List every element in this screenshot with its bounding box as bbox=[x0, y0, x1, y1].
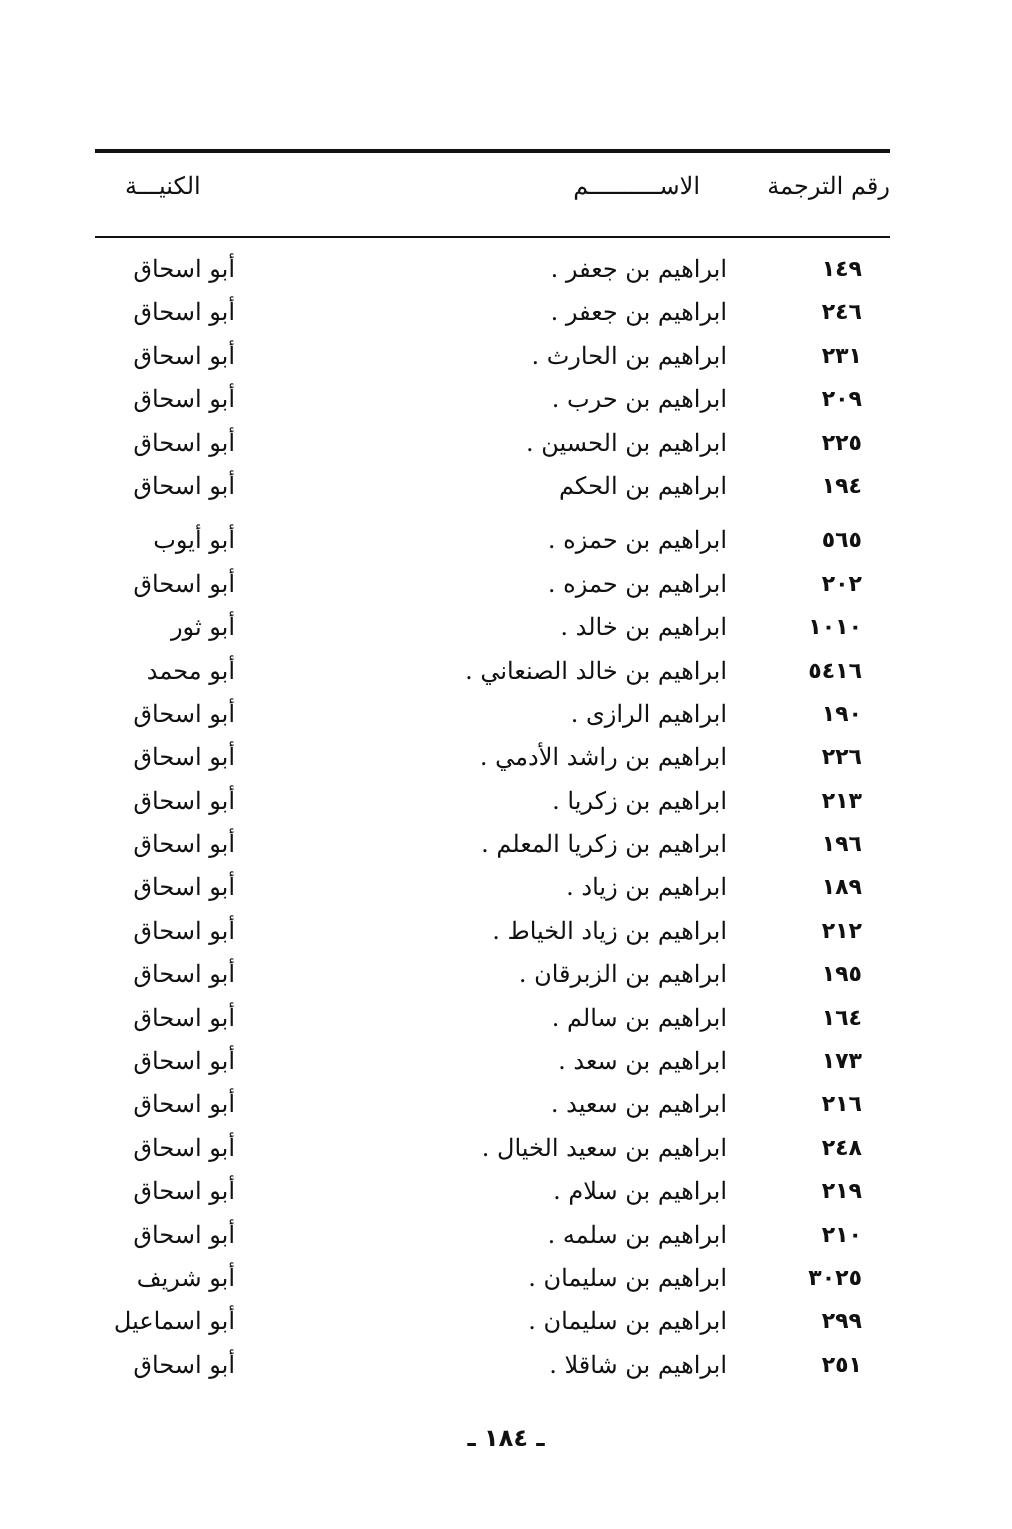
page-number: ـ ١٨٤ ـ bbox=[467, 1424, 545, 1452]
top-rule bbox=[95, 149, 890, 153]
entry-number: ٢١٦ bbox=[821, 1092, 862, 1118]
entry-kunya: أبو اسحاق bbox=[133, 1177, 235, 1206]
entry-name: ابراهيم بن الحكم bbox=[558, 471, 727, 500]
entry-number: ١٠١٠ bbox=[808, 615, 862, 641]
entry-number: ٢١٣ bbox=[821, 788, 862, 814]
entry-name: ابراهيم بن شاقلا . bbox=[549, 1350, 727, 1379]
entry-number: ١٦٤ bbox=[821, 1005, 862, 1031]
table-row bbox=[95, 335, 890, 378]
table-row bbox=[95, 1127, 890, 1170]
entry-name: ابراهيم بن سعيد . bbox=[550, 1090, 727, 1119]
table-row bbox=[95, 866, 890, 909]
table-row bbox=[95, 291, 890, 334]
entry-name: ابراهيم بن سعيد الخيال . bbox=[481, 1133, 727, 1162]
table-row bbox=[95, 1214, 890, 1257]
header-translation-number: رقم الترجمة bbox=[767, 172, 890, 200]
entry-name: ابراهيم بن سلام . bbox=[553, 1177, 727, 1206]
table-row bbox=[95, 693, 890, 736]
entry-kunya: أبو اسحاق bbox=[133, 1003, 235, 1032]
entry-name: ابراهيم بن سلمه . bbox=[547, 1220, 727, 1249]
entry-kunya: أبو اسحاق bbox=[133, 960, 235, 989]
table-row bbox=[95, 1300, 890, 1343]
entry-kunya: أبو ثور bbox=[170, 613, 235, 642]
table-row bbox=[95, 1344, 890, 1387]
entry-kunya: أبو اسحاق bbox=[133, 699, 235, 728]
entry-number: ١٩٠ bbox=[821, 701, 862, 727]
entry-kunya: أبو اسحاق bbox=[133, 830, 235, 859]
entry-kunya: أبو اسحاق bbox=[133, 916, 235, 945]
table-row bbox=[95, 606, 890, 649]
table-row bbox=[95, 997, 890, 1040]
entry-kunya: أبو اسحاق bbox=[133, 873, 235, 902]
entry-name: ابراهيم بن حمزه . bbox=[547, 526, 727, 555]
entry-kunya: أبو اسحاق bbox=[133, 341, 235, 370]
entry-number: ٢٠٩ bbox=[821, 387, 862, 413]
entry-name: ابراهيم بن الحارث . bbox=[531, 341, 727, 370]
entry-name: ابراهيم بن حرب . bbox=[551, 385, 727, 414]
entry-name: ابراهيم بن الحسين . bbox=[526, 428, 727, 457]
entry-number: ٢٤٦ bbox=[821, 300, 862, 326]
entry-number: ١٩٦ bbox=[821, 832, 862, 858]
table-row bbox=[95, 910, 890, 953]
header-kunya: الكنيـــة bbox=[125, 172, 201, 200]
entry-kunya: أبو اسحاق bbox=[133, 569, 235, 598]
entry-kunya: أبو اسحاق bbox=[133, 471, 235, 500]
entry-name: ابراهيم بن راشد الأدمي . bbox=[479, 743, 727, 772]
entry-name: ابراهيم بن جعفر . bbox=[550, 298, 727, 327]
entry-number: ٢٤٨ bbox=[821, 1135, 862, 1161]
entry-name: ابراهيم بن سالم . bbox=[551, 1003, 727, 1032]
header-rule bbox=[95, 236, 890, 238]
entry-number: ٢٠٢ bbox=[821, 571, 862, 597]
entry-name: ابراهيم بن زكريا المعلم . bbox=[481, 830, 727, 859]
table-row bbox=[95, 1170, 890, 1213]
entry-kunya: أبو اسحاق bbox=[133, 298, 235, 327]
entry-number: ٢٥١ bbox=[821, 1352, 862, 1378]
entry-number: ٣٠٢٥ bbox=[808, 1265, 862, 1291]
table-row bbox=[95, 1040, 890, 1083]
entry-kunya: أبو اسماعيل bbox=[113, 1307, 235, 1336]
header-name: الاســــــــــم bbox=[573, 172, 700, 200]
entry-name: ابراهيم بن جعفر . bbox=[550, 255, 727, 283]
entry-name: ابراهيم الرازى . bbox=[570, 699, 727, 728]
entry-name: ابراهيم بن حمزه . bbox=[547, 569, 727, 598]
entry-kunya: أبو اسحاق bbox=[133, 255, 235, 283]
entries-table bbox=[95, 248, 890, 1387]
entry-name: ابراهيم بن الزبرقان . bbox=[518, 960, 727, 989]
entry-kunya: أبو اسحاق bbox=[133, 385, 235, 414]
entry-name: ابراهيم بن سليمان . bbox=[528, 1263, 727, 1292]
entry-name: ابراهيم بن سليمان . bbox=[528, 1307, 727, 1336]
entry-number: ١٧٣ bbox=[821, 1049, 862, 1075]
entry-name: ابراهيم بن زكريا . bbox=[552, 786, 727, 815]
table-row bbox=[95, 1083, 890, 1126]
entry-name: ابراهيم بن زياد الخياط . bbox=[492, 916, 727, 945]
table-row bbox=[95, 563, 890, 606]
entry-number: ٥٤١٦ bbox=[808, 658, 862, 684]
table-row bbox=[95, 953, 890, 996]
entry-kunya: أبو محمد bbox=[146, 656, 235, 685]
entry-kunya: أبو اسحاق bbox=[133, 1133, 235, 1162]
entry-number: ٢٩٩ bbox=[821, 1309, 862, 1335]
entry-kunya: أبو اسحاق bbox=[133, 743, 235, 772]
entry-number: ٢٣١ bbox=[821, 343, 862, 369]
table-row bbox=[95, 650, 890, 693]
entry-kunya: أبو اسحاق bbox=[133, 1350, 235, 1379]
table-row bbox=[95, 780, 890, 823]
table-row bbox=[95, 465, 890, 508]
entry-kunya: أبو أيوب bbox=[153, 526, 235, 555]
entry-kunya: أبو اسحاق bbox=[133, 428, 235, 457]
entry-number: ٢١٠ bbox=[821, 1222, 862, 1248]
entry-number: ١٨٩ bbox=[821, 875, 862, 901]
entry-number: ١٩٥ bbox=[821, 962, 862, 988]
table-row bbox=[95, 823, 890, 866]
entry-name: ابراهيم بن خالد . bbox=[560, 613, 727, 642]
entry-number: ٢١٢ bbox=[821, 918, 862, 944]
table-row bbox=[95, 519, 890, 562]
entry-number: ٢١٩ bbox=[821, 1179, 862, 1205]
entry-number: ١٩٤ bbox=[821, 473, 862, 499]
entry-kunya: أبو شريف bbox=[136, 1263, 235, 1292]
entry-number: ٥٦٥ bbox=[821, 528, 862, 554]
table-row bbox=[95, 378, 890, 421]
entry-number: ١٤٩ bbox=[821, 257, 862, 282]
entry-kunya: أبو اسحاق bbox=[133, 1220, 235, 1249]
entry-kunya: أبو اسحاق bbox=[133, 1047, 235, 1076]
table-row bbox=[95, 422, 890, 465]
entry-name: ابراهيم بن خالد الصنعاني . bbox=[465, 656, 727, 685]
entry-kunya: أبو اسحاق bbox=[133, 1090, 235, 1119]
entry-name: ابراهيم بن سعد . bbox=[558, 1047, 727, 1076]
table-row bbox=[95, 1257, 890, 1300]
table-row bbox=[95, 248, 890, 291]
entry-number: ٢٢٦ bbox=[821, 745, 862, 771]
entry-kunya: أبو اسحاق bbox=[133, 786, 235, 815]
entry-name: ابراهيم بن زياد . bbox=[566, 873, 727, 902]
entry-number: ٢٢٥ bbox=[821, 430, 862, 456]
table-row bbox=[95, 736, 890, 779]
